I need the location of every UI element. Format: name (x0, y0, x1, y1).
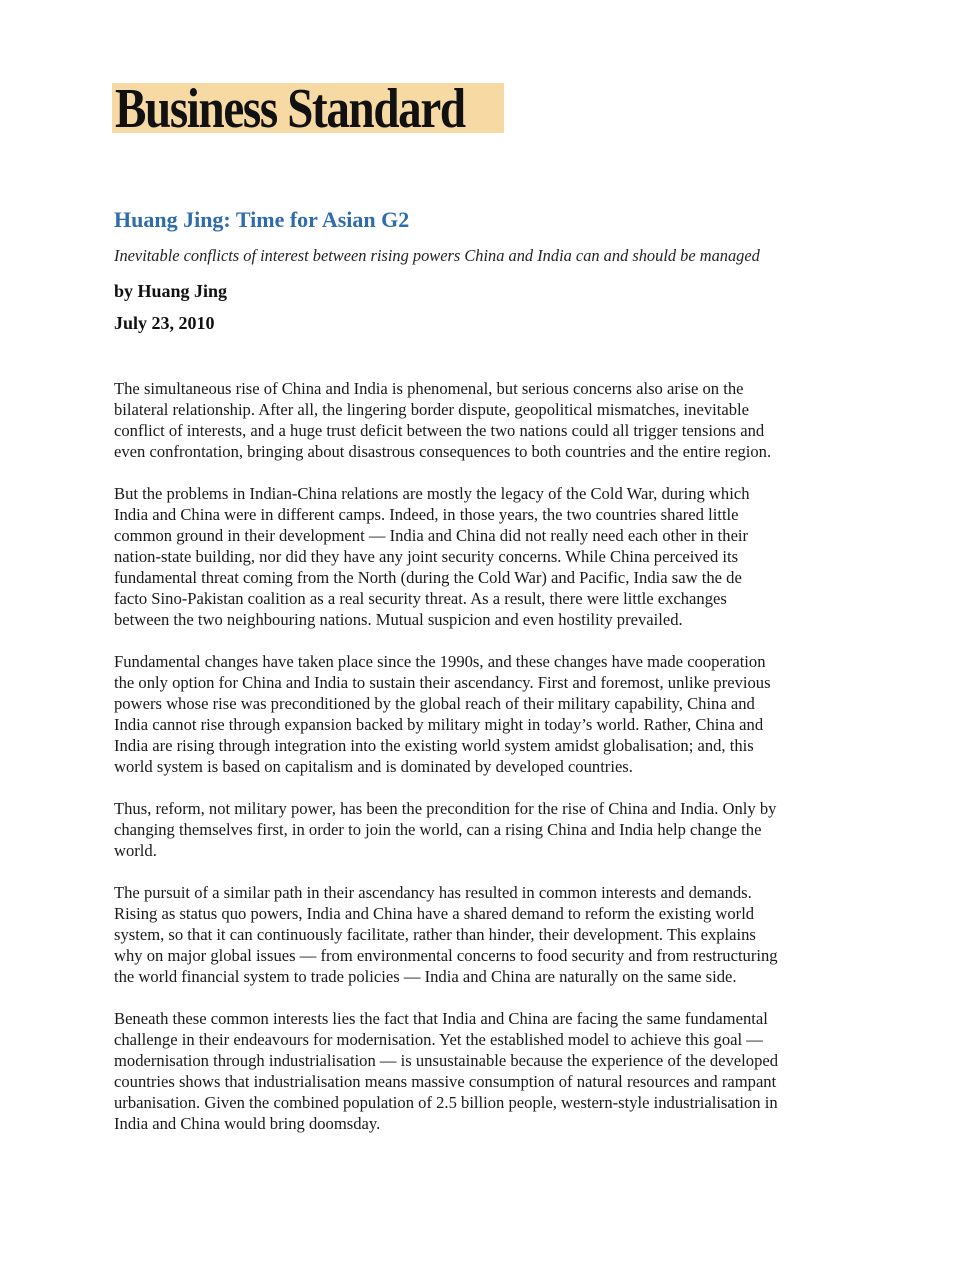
paragraph-line: fundamental threat coming from the North (during the Cold War) and Pacific, India saw the de (114, 568, 742, 587)
article-paragraph (114, 651, 854, 777)
paragraph-line: But the problems in Indian-China relations are mostly the legacy of the Cold War, during which (114, 484, 750, 503)
article-subheadline: Inevitable conflicts of interest between rising powers China and India can and should be managed (114, 246, 760, 265)
paragraph-line: world. (114, 841, 157, 860)
article-date: July 23, 2010 (114, 313, 215, 333)
paragraph-line: countries shows that industrialisation means massive consumption of natural resources and rampant (114, 1072, 777, 1091)
article-paragraph (114, 483, 854, 630)
paragraph-line: India are rising through integration into the existing world system amidst globalisation; and, this (114, 736, 754, 755)
article-paragraph (114, 378, 854, 462)
paragraph-line: the only option for China and India to sustain their ascendancy. First and foremost, unlike previous (114, 673, 771, 692)
paragraph-line: why on major global issues — from environmental concerns to food security and from restructuring (114, 946, 778, 965)
paragraph-line: the world financial system to trade policies — India and China are naturally on the same side. (114, 967, 737, 986)
paragraph-line: India cannot rise through expansion backed by military might in today’s world. Rather, China and (114, 715, 764, 734)
masthead-title: Business Standard (115, 78, 465, 140)
paragraph-line: facto Sino-Pakistan coalition as a real security threat. As a result, there were little exchanges (114, 589, 727, 608)
paragraph-line: powers whose rise was preconditioned by the global reach of their military capability, China and (114, 694, 755, 713)
article-byline: by Huang Jing (114, 281, 228, 301)
paragraph-line: even confrontation, bringing about disastrous consequences to both countries and the entire region. (114, 442, 772, 461)
paragraph-line: The pursuit of a similar path in their ascendancy has resulted in common interests and demands. (114, 883, 752, 902)
article-body (114, 378, 854, 1155)
paragraph-line: between the two neighbouring nations. Mutual suspicion and even hostility prevailed. (114, 610, 683, 629)
paragraph-line: India and China would bring doomsday. (114, 1114, 381, 1133)
paragraph-line: modernisation through industrialisation — is unsustainable because the experience of the developed (114, 1051, 779, 1070)
paragraph-line: system, so that it can continuously facilitate, rather than hinder, their development. This explains (114, 925, 756, 944)
paragraph-line: The simultaneous rise of China and India is phenomenal, but serious concerns also arise on the (114, 379, 744, 398)
article-paragraph (114, 882, 854, 987)
article-headline: Huang Jing: Time for Asian G2 (114, 207, 410, 232)
paragraph-line: nation-state building, nor did they have any joint security concerns. While China perceived its (114, 547, 739, 566)
paragraph-line: common ground in their development — India and China did not really need each other in their (114, 526, 749, 545)
paragraph-line: world system is based on capitalism and is dominated by developed countries. (114, 757, 633, 776)
paragraph-line: Rising as status quo powers, India and China have a shared demand to reform the existing world (114, 904, 755, 923)
paragraph-line: bilateral relationship. After all, the lingering border dispute, geopolitical mismatches, inevitable (114, 400, 749, 419)
paragraph-line: Thus, reform, not military power, has been the precondition for the rise of China and India. Only by (114, 799, 777, 818)
paragraph-line: Fundamental changes have taken place since the 1990s, and these changes have made cooperation (114, 652, 766, 671)
paragraph-line: conflict of interests, and a huge trust deficit between the two nations could all trigger tensions and (114, 421, 765, 440)
paragraph-line: urbanisation. Given the combined population of 2.5 billion people, western-style industrialisation in (114, 1093, 778, 1112)
article-paragraph (114, 1008, 854, 1134)
paragraph-line: India and China were in different camps. Indeed, in those years, the two countries shared little (114, 505, 739, 524)
paragraph-line: challenge in their endeavours for modernisation. Yet the established model to achieve this goal — (114, 1030, 763, 1049)
paragraph-line: changing themselves first, in order to join the world, can a rising China and India help change the (114, 820, 762, 839)
article-paragraph (114, 798, 854, 861)
paragraph-line: Beneath these common interests lies the fact that India and China are facing the same fundamental (114, 1009, 768, 1028)
